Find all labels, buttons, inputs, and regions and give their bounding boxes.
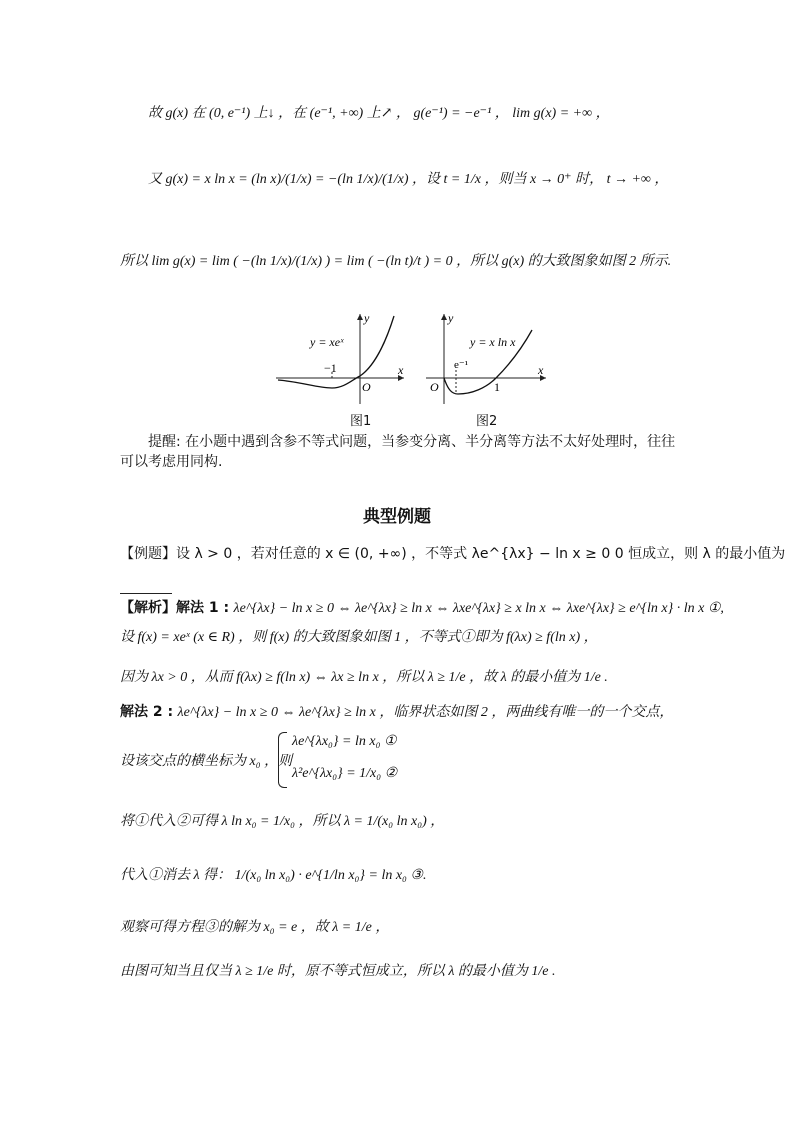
example-question: 【例题】设 λ > 0 ，若对任意的 x ∈ (0, +∞) ，不等式 λe^{λx} − ln x ≥ 0 0 恒成立，则 λ 的最小值为 (120, 546, 786, 562)
fig2-caption: 图2 (476, 414, 498, 429)
fig1-equation: y = xeˣ (310, 335, 344, 349)
derivation-line-1: 故 g(x) 在 (0, e⁻¹) 上↓ ，在 (e⁻¹, +∞) 上↗ ， g(e⁻¹) = −e⁻¹ ， lim g(x) = +∞ ， (148, 106, 610, 121)
fig1-caption: 图1 (350, 414, 372, 429)
solution-2-line-3: 将①代入②可得 λ ln x₀ = 1/x₀ ，所以 λ = 1/(x₀ ln x₀) ， (120, 814, 445, 829)
solution-1-line-1 (120, 598, 724, 619)
fig2-x-axis-label: x (538, 363, 544, 377)
solution-1-line-2: 设 f(x) = xeˣ (x ∈ R) ，则 f(x) 的大致图象如图 1 ，不等式①即为 f(λx) ≥ f(ln x) ， (120, 630, 598, 645)
fig1-x-axis-label: x (398, 363, 404, 377)
solution-2-header: 解法 2 : (120, 704, 174, 720)
solution-1-line-3: 因为 λx > 0 ，从而 f(λx) ≥ f(ln x) ⇔ λx ≥ ln x ，所以 λ ≥ 1/e ，故 λ 的最小值为 1/e . (120, 670, 608, 685)
solution-1-equation: λe^{λx} − ln x ≥ 0 ⇔ λe^{λx} ≥ ln x ⇔ λxe^{λx} ≥ x ln x ⇔ λxe^{λx} ≥ e^{ln x} · ln x ①, (233, 601, 724, 616)
tip-line-1: 提醒: 在小题中遇到含参不等式问题，当参变分离、半分离等方法不太好处理时，往往 (148, 434, 676, 450)
fig1-y-axis-label: y (364, 311, 370, 325)
figure-1-graph (272, 308, 412, 408)
fig1-tick: −1 (324, 361, 337, 375)
fig2-equation: y = x ln x (470, 335, 516, 349)
fig2-y-axis-label: y (448, 311, 454, 325)
fig2-origin: O (430, 380, 439, 394)
derivation-line-2: 又 g(x) = x ln x = (ln x)/(1/x) = −(ln 1/x)/(1/x) ，设 t = 1/x ，则当 x → 0⁺ 时， t → +∞ ， (148, 172, 669, 187)
system-brace (278, 732, 287, 788)
solution-2-line-4: 代入①消去 λ 得： 1/(x₀ ln x₀) · e^{1/ln x₀} = ln x₀ ③. (120, 868, 427, 883)
solution-2-intro: 设该交点的横坐标为 x₀ ，则 (120, 754, 293, 769)
fig1-origin: O (362, 380, 371, 394)
figure-2-graph (424, 308, 550, 408)
derivation-line-3: 所以 lim g(x) = lim ( −(ln 1/x)/(1/x) ) = lim ( −(ln t)/t ) = 0 ，所以 g(x) 的大致图象如图 2 所示. (120, 254, 672, 269)
section-title: 典型例题 (363, 507, 431, 527)
fig2-tick: 1 (494, 380, 500, 394)
system-equation-2: λ²e^{λx₀} = 1/x₀ ② (292, 766, 398, 781)
tip-line-2: 可以考虑用同构. (120, 454, 223, 470)
solution-2-line-5: 观察可得方程③的解为 x₀ = e ，故 λ = 1/e ， (120, 920, 390, 935)
answer-blank (120, 574, 172, 594)
solution-header: 【解析】解法 1 : (120, 600, 230, 616)
solution-2-equation: λe^{λx} − ln x ≥ 0 ⇔ λe^{λx} ≥ ln x ，临界状态如图 2 ，两曲线有唯一的一个交点， (177, 705, 674, 720)
fig2-tick-top: e⁻¹ (454, 359, 468, 371)
system-equation-1: λe^{λx₀} = ln x₀ ① (292, 734, 397, 749)
solution-2-line-1 (120, 702, 673, 723)
solution-2-line-6: 由图可知当且仅当 λ ≥ 1/e 时，原不等式恒成立，所以 λ 的最小值为 1/e . (120, 964, 556, 979)
